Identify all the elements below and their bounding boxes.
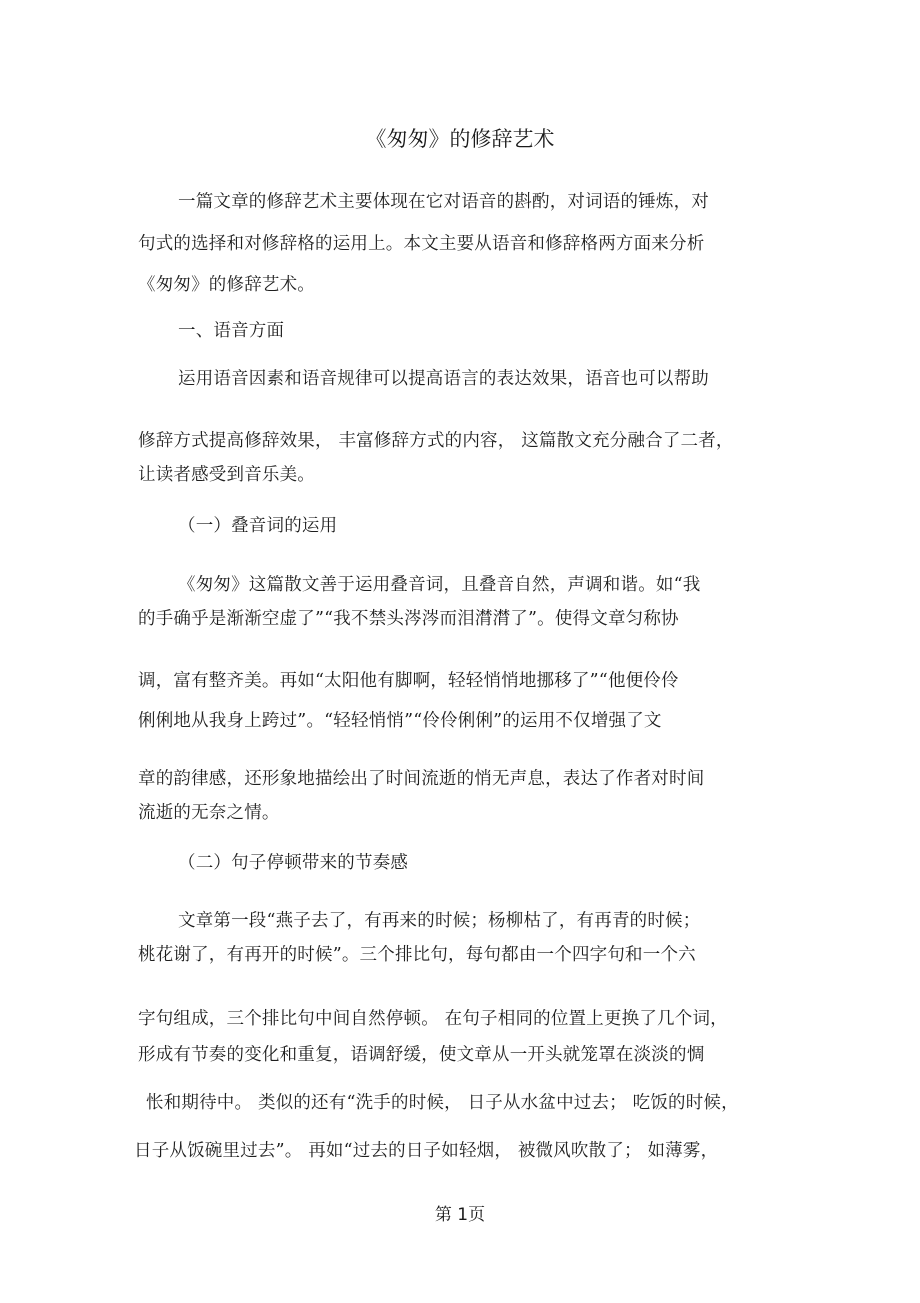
text-line: 怅和期待中。 类似的还有“洗手的时候， 日子从水盆中过去； 吃饭的时候，: [146, 1093, 739, 1113]
text-line: 字句组成，三个排比句中间自然停顿。 在句子相同的位置上更换了几个词，: [138, 1009, 728, 1029]
text-line: 俐俐地从我身上跨过”。“轻轻悄悄”“伶伶俐俐”的运用不仅增强了文: [138, 711, 662, 731]
text-line: 让读者感受到音乐美。: [138, 465, 315, 485]
text-line: 运用语音因素和语音规律可以提高语言的表达效果，语音也可以帮助: [178, 369, 709, 389]
text-line: （一）叠音词的运用: [178, 516, 338, 536]
text-line: 形成有节奏的变化和重复，语调舒缓，使文章从一开头就笼罩在淡淡的惆: [138, 1045, 705, 1065]
text-line: 一、语音方面: [178, 321, 285, 341]
text-line: 一篇文章的修辞艺术主要体现在它对语音的斟酌，对词语的锤炼，对: [178, 192, 709, 212]
text-line: 流逝的无奈之情。: [138, 803, 280, 823]
text-line: 日子从饭碗里过去”。 再如“过去的日子如轻烟， 被微风吹散了； 如薄雾，: [134, 1141, 719, 1161]
text-line: 修辞方式提高修辞效果， 丰富修辞方式的内容， 这篇散文充分融合了二者，: [138, 431, 734, 451]
document-title: 《匆匆》的修辞艺术: [365, 127, 555, 151]
text-line: 调，富有整齐美。再如“太阳他有脚啊，轻轻悄悄地挪移了”“他便伶伶: [138, 671, 679, 691]
text-line: 文章第一段“燕子去了，有再来的时候；杨柳枯了，有再青的时候；: [178, 911, 701, 931]
text-line: 《匆匆》这篇散文善于运用叠音词，且叠音自然，声调和谐。如“我: [178, 575, 701, 595]
text-line: 《匆匆》的修辞艺术。: [138, 275, 315, 295]
text-line: （二）句子停顿带来的节奏感: [178, 853, 409, 873]
text-line: 章的韵律感，还形象地描绘出了时间流逝的悄无声息，表达了作者对时间: [138, 769, 705, 789]
text-line: 的手确乎是渐渐空虚了”“我不禁头涔涔而泪潸潸了”。使得文章匀称协: [138, 609, 679, 629]
text-line: 桃花谢了，有再开的时候”。三个排比句，每句都由一个四字句和一个六: [138, 945, 696, 965]
text-line: 句式的选择和对修辞格的运用上。本文主要从语音和修辞格两方面来分析: [138, 234, 705, 254]
page-number: 第 1页: [434, 1205, 486, 1225]
